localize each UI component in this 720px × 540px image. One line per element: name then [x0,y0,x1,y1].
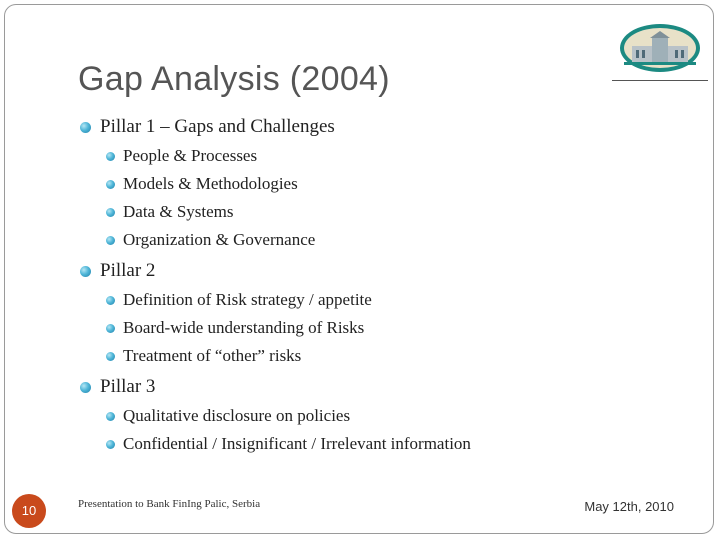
footer-date: May 12th, 2010 [584,499,674,514]
list-item-text: Data & Systems [123,202,234,221]
bullet-label: Pillar 2 [100,260,156,281]
list-item-text: Confidential / Insignificant / Irrelevant information [123,434,471,453]
bullet-icon [106,440,115,449]
bullet-icon [106,324,115,333]
bullet-label: Pillar 1 – Gaps and Challenges [100,116,335,137]
list-item [102,402,680,430]
list-item-text: Qualitative disclosure on policies [123,406,351,425]
list-item [102,198,680,226]
list-item-text: Organization & Governance [123,230,316,249]
bullet-icon [106,152,115,161]
bullet-icon [106,352,115,361]
list-item [102,286,680,314]
sub-list [102,402,680,458]
logo-underline [612,80,708,81]
list-item [102,226,680,254]
bullet-icon [106,236,115,245]
bank-logo [612,18,708,88]
bullet-label: Pillar 3 [100,376,156,397]
bullet-icon [80,122,91,133]
list-item-text: Board-wide understanding of Risks [123,318,365,337]
list-item-text: Treatment of “other” risks [123,346,302,365]
bullet-list [80,114,680,458]
bullet-icon [106,412,115,421]
bullet-icon [106,180,115,189]
page-number-badge: 10 [12,494,46,528]
list-item [102,430,680,458]
list-item [102,342,680,370]
bullet-icon [106,296,115,305]
bullet-icon [106,208,115,217]
list-item-text: Models & Methodologies [123,174,298,193]
slide-body [80,114,680,462]
bullet-pillar-3 [80,374,680,458]
bullet-pillar-1 [80,114,680,254]
list-item [102,170,680,198]
list-item [102,314,680,342]
list-item-text: People & Processes [123,146,258,165]
sub-list [102,142,680,254]
sub-list [102,286,680,370]
list-item-text: Definition of Risk strategy / appetite [123,290,372,309]
list-item [102,142,680,170]
bullet-pillar-2 [80,258,680,370]
slide-title: Gap Analysis (2004) [78,60,390,98]
bullet-icon [80,382,91,393]
footer-text: Presentation to Bank FinIng Palic, Serbia [78,498,261,510]
bullet-icon [80,266,91,277]
